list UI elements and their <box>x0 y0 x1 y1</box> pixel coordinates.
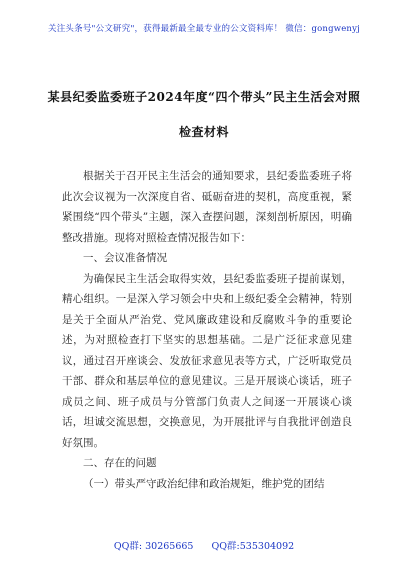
document-title-line-2: 检查材料 <box>178 125 229 139</box>
document-body <box>62 166 352 494</box>
section-heading-problems: 二、存在的问题 <box>83 457 157 469</box>
subsection-heading-political-discipline: （一）带头严守政治纪律和政治规矩，维护党的团结 <box>83 477 325 490</box>
footer-qq-group-2: QQ群:535304092 <box>211 541 295 552</box>
footer-contact <box>0 538 408 552</box>
document-title-line-1: 某县纪委监委班子2024年度“四个带头”民主生活会对照 <box>47 90 361 104</box>
promo-notice: 关注头条号"公文研究"，获得最新最全最专业的公文资料库！ 微信：gongwenyj <box>48 24 360 34</box>
section-heading-preparation: 一、会议准备情况 <box>83 252 167 264</box>
preparation-paragraph: 为确保民主生活会取得实效，县纪委监委班子提前谋划，精心组织。一是深入学习领会中央和上级纪委全会精神，特别是关于全面从严治党、党风廉政建设和反腐败斗争的重要论述，为对照检查打下坚实的思想基础。二是广泛征求意见建议，通过召开座谈会、发放征求意见表等方式，广泛听取党员干部、群众和基层单位的意见建议。三是开展谈心谈话，班子成员之间、班子成员与分管部门负责人之间逐一开展谈心谈话，坦诚交流思想，交换意见，为开展批评与自我批评创造良好氛围。 <box>62 272 352 449</box>
intro-paragraph: 根据关于召开民主生活会的通知要求，县纪委监委班子将此次会议视为一次深度自省、砥砺奋进的契机，高度重视，紧紧围绕“四个带头”主题，深入查摆问题，深刻剖析原因，明确整改措施。现将对照检查情况报告如下： <box>62 170 352 244</box>
footer-qq-group-1: QQ群: 30265665 <box>113 541 194 552</box>
